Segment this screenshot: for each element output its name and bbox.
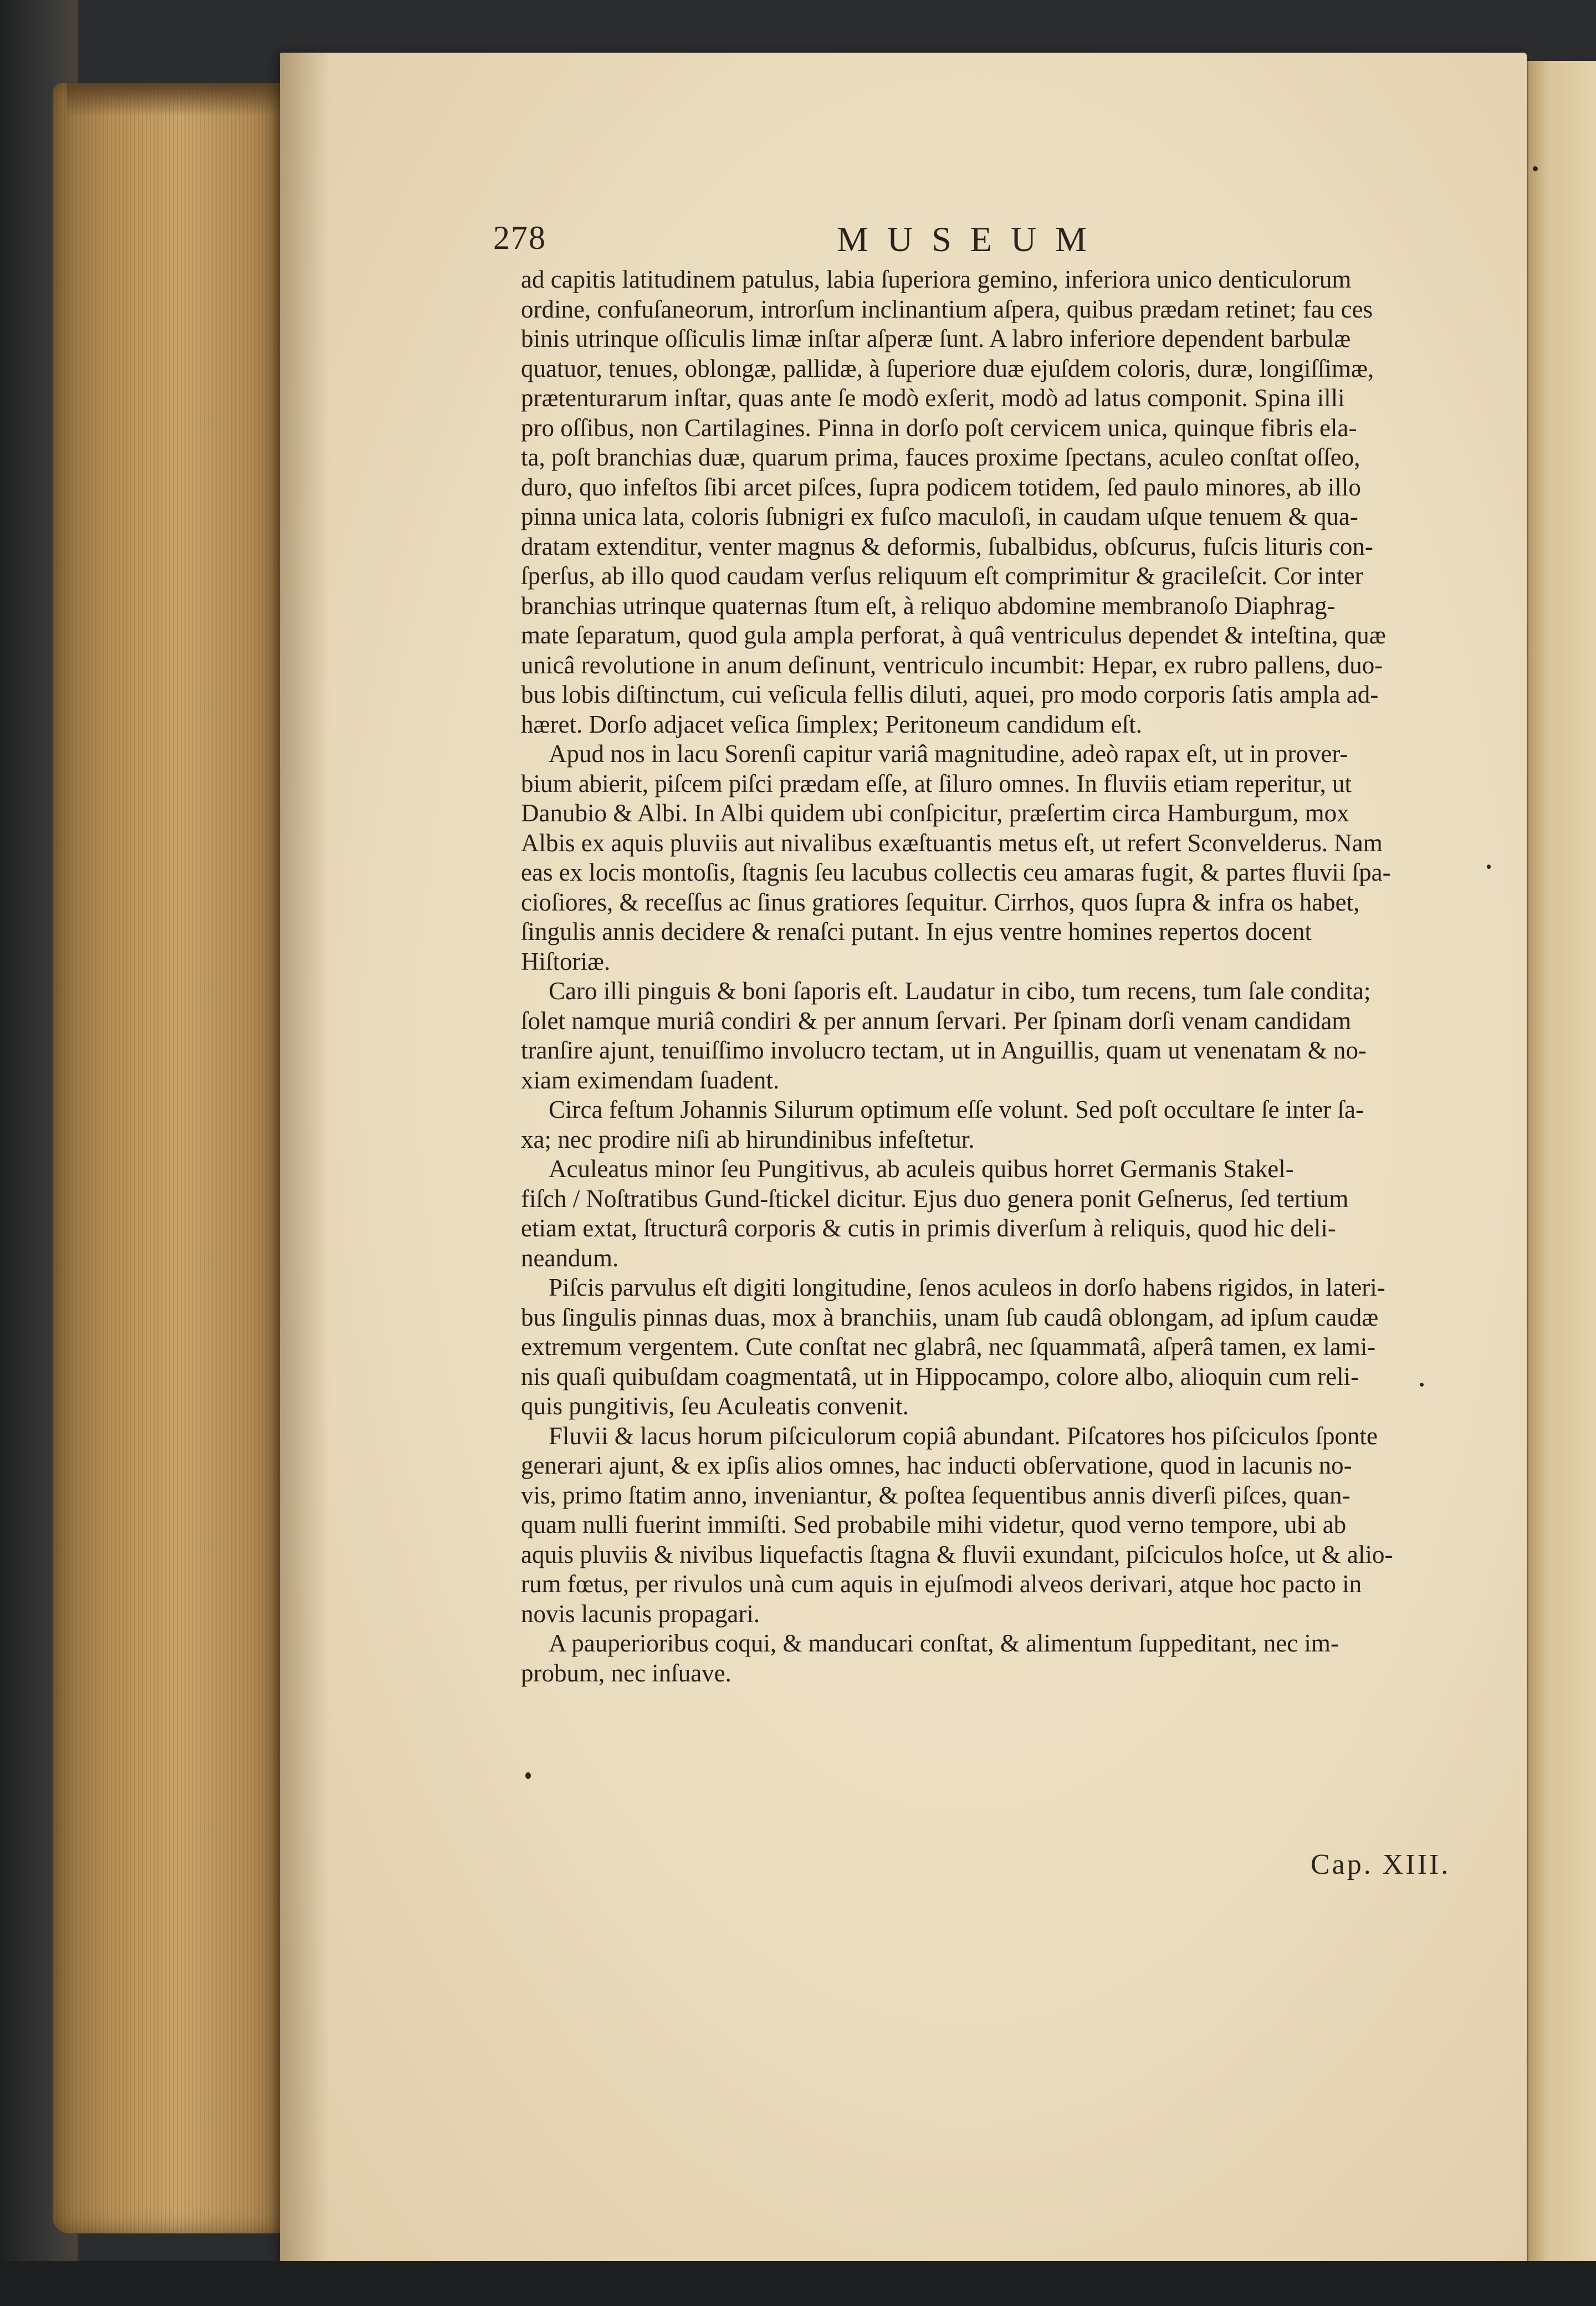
text-line: extremum vergentem. Cute conſtat nec glabrâ, nec ſquammatâ, aſperâ tamen, ex lami-: [521, 1333, 1376, 1361]
catchword: Cap. XIII.: [1311, 1849, 1451, 1880]
text-line: cioſiores, & receſſus ac ſinus gratiores ſequitur. Cirrhos, quos ſupra & infra os habet,: [521, 888, 1360, 916]
book-page-edges: [53, 83, 285, 2233]
text-line: bium abierit, piſcem piſci prædam eſſe, at ſiluro omnes. In fluviis etiam reperitur, ut: [521, 769, 1352, 797]
text-line: rum fœtus, per rivulos unà cum aquis in ejuſmodi alveos derivari, atque hoc pacto in: [521, 1570, 1362, 1598]
ink-dot: [525, 1772, 531, 1779]
ink-dot: [1533, 166, 1538, 171]
paragraph-start-line: A pauperioribus coqui, & manducari conſtat, & alimentum ſuppeditant, nec im-: [549, 1629, 1339, 1657]
text-line: dratam extenditur, venter magnus & deformis, ſubalbidus, obſcurus, fuſcis lituris con-: [521, 532, 1373, 560]
text-line: bus lobis diſtinctum, cui veſicula fellis diluti, aquei, pro modo corporis ſatis ampla ad-: [521, 681, 1379, 708]
text-line: Hiſtoriæ.: [521, 947, 611, 975]
text-line: prætenturarum inſtar, quas ante ſe modò exſerit, modò ad latus componit. Spina illi: [521, 384, 1345, 412]
paragraph-start-line: Piſcis parvulus eſt digiti longitudine, ſenos aculeos in dorſo habens rigidos, in lateri-: [549, 1274, 1385, 1301]
text-line: bus ſingulis pinnas duas, mox à branchiis, unam ſub caudâ oblongam, ad ipſum caudæ: [521, 1303, 1379, 1331]
text-line: Danubio & Albi. In Albi quidem ubi conſpicitur, præſertim circa Hamburgum, mox: [521, 799, 1349, 827]
text-line: mate ſeparatum, quod gula ampla perforat, à quâ ventriculus dependet & inteſtina, quæ: [521, 621, 1386, 649]
text-line: unicâ revolutione in anum deſinunt, ventriculo incumbit: Hepar, ex rubro pallens, duo-: [521, 651, 1383, 679]
text-line: ſolet namque muriâ condiri & per annum ſervari. Per ſpinam dorſi venam candidam: [521, 1006, 1352, 1035]
running-title: MUSEUM: [837, 219, 1106, 259]
ink-dot: [1487, 865, 1491, 869]
paragraph-start-line: Circa feſtum Johannis Silurum optimum eſſe volunt. Sed poſt occultare ſe inter ſa-: [549, 1096, 1364, 1123]
text-line: ta, poſt branchias duæ, quarum prima, fauces proxime ſpectans, aculeo conſtat oſſeo,: [521, 443, 1360, 471]
text-line: xa; nec prodire niſi ab hirundinibus infeſtetur.: [521, 1125, 975, 1153]
text-line: novis lacunis propagari.: [521, 1599, 760, 1628]
text-line: branchias utrinque quaternas ſtum eſt, à reliquo abdomine membranoſo Diaphrag-: [521, 591, 1336, 620]
text-line: neandum.: [521, 1244, 619, 1272]
text-line: ſingulis annis decidere & renaſci putant. In ejus ventre homines repertos docent: [521, 918, 1312, 945]
text-line: duro, quo infeſtos ſibi arcet piſces, ſupra podicem totidem, ſed paulo minores, ab illo: [521, 473, 1361, 501]
next-page-edge: [1527, 61, 1596, 2261]
paragraph-start-line: Aculeatus minor ſeu Pungitivus, ab aculeis quibus horret Germanis Stakel-: [549, 1155, 1294, 1183]
text-line: quatuor, tenues, oblongæ, pallidæ, à ſuperiore duæ ejuſdem coloris, duræ, longiſſimæ,: [521, 354, 1374, 382]
text-line: etiam extat, ſtructurâ corporis & cutis in primis diverſum à reliquis, quod hic deli-: [521, 1214, 1336, 1242]
ink-dot: [1420, 1383, 1424, 1387]
body-text: [521, 265, 1474, 1688]
text-line: pro oſſibus, non Cartilagines. Pinna in dorſo poſt cervicem unica, quinque fibris ela-: [521, 413, 1357, 442]
text-line: tranſire ajunt, tenuiſſimo involucro tectam, ut in Anguillis, quam ut venenatam & no-: [521, 1036, 1367, 1064]
text-line: xiam eximendam ſuadent.: [521, 1066, 780, 1094]
text-line: quis pungitivis, ſeu Aculeatis convenit.: [521, 1392, 909, 1420]
page-gutter-shadow: [280, 53, 330, 2269]
text-line: quam nulli fuerint immiſti. Sed probabile mihi videtur, quod verno tempore, ubi ab: [521, 1511, 1347, 1538]
text-line: Albis ex aquis pluviis aut nivalibus exæſtuantis metus eſt, ut refert Sconvelderus. Nam: [521, 829, 1383, 857]
book-top-edge: [66, 83, 285, 116]
text-line: probum, nec inſuave.: [521, 1659, 732, 1687]
paragraph-start-line: Apud nos in lacu Sorenſi capitur variâ magnitudine, adeò rapax eſt, ut in prover-: [549, 740, 1348, 768]
text-line: ſperſus, ab illo quod caudam verſus reliquum eſt comprimitur & gracileſcit. Cor inter: [521, 562, 1363, 590]
running-head: [493, 219, 1474, 263]
text-line: vis, primo ſtatim anno, inveniantur, & poſtea ſequentibus annis diverſi piſces, quan-: [521, 1481, 1351, 1509]
page-number: 278: [493, 219, 546, 256]
text-line: binis utrinque oſſiculis limæ inſtar aſperæ ſunt. A labro inferiore dependent barbulæ: [521, 325, 1351, 352]
text-line: ordine, confuſaneorum, introrſum inclinantium aſpera, quibus prædam retinet; fau ces: [521, 295, 1373, 323]
text-line: fiſch / Noſtratibus Gund-ſtickel dicitur. Ejus duo genera ponit Geſnerus, ſed tertium: [521, 1184, 1349, 1213]
background-bottom: [0, 2261, 1596, 2306]
paragraph-start-line: Fluvii & lacus horum piſciculorum copiâ abundant. Piſcatores hos piſciculos ſponte: [549, 1422, 1378, 1450]
text-line: ad capitis latitudinem patulus, labia ſuperiora gemino, inferiora unico denticulorum: [521, 265, 1352, 293]
text-line: nis quaſi quibuſdam coagmentatâ, ut in Hippocampo, colore albo, alioquin cum reli-: [521, 1362, 1359, 1390]
text-line: eas ex locis montoſis, ſtagnis ſeu lacubus collectis ceu amaras fugit, & partes fluvii ſpa-: [521, 858, 1391, 886]
paragraph-start-line: Caro illi pinguis & boni ſaporis eſt. Laudatur in cibo, tum recens, tum ſale condita;: [549, 977, 1371, 1005]
text-line: aquis pluviis & nivibus liquefactis ſtagna & fluvii exundant, piſciculos hoſce, ut & alio-: [521, 1540, 1393, 1568]
text-line: hæret. Dorſo adjacet veſica ſimplex; Peritoneum candidum eſt.: [521, 710, 1142, 738]
text-line: pinna unica lata, coloris ſubnigri ex fuſco maculoſi, in caudam uſque tenuem & qua-: [521, 503, 1358, 530]
text-line: generari ajunt, & ex ipſis alios omnes, hac inducti obſervatione, quod in lacunis no-: [521, 1451, 1352, 1479]
